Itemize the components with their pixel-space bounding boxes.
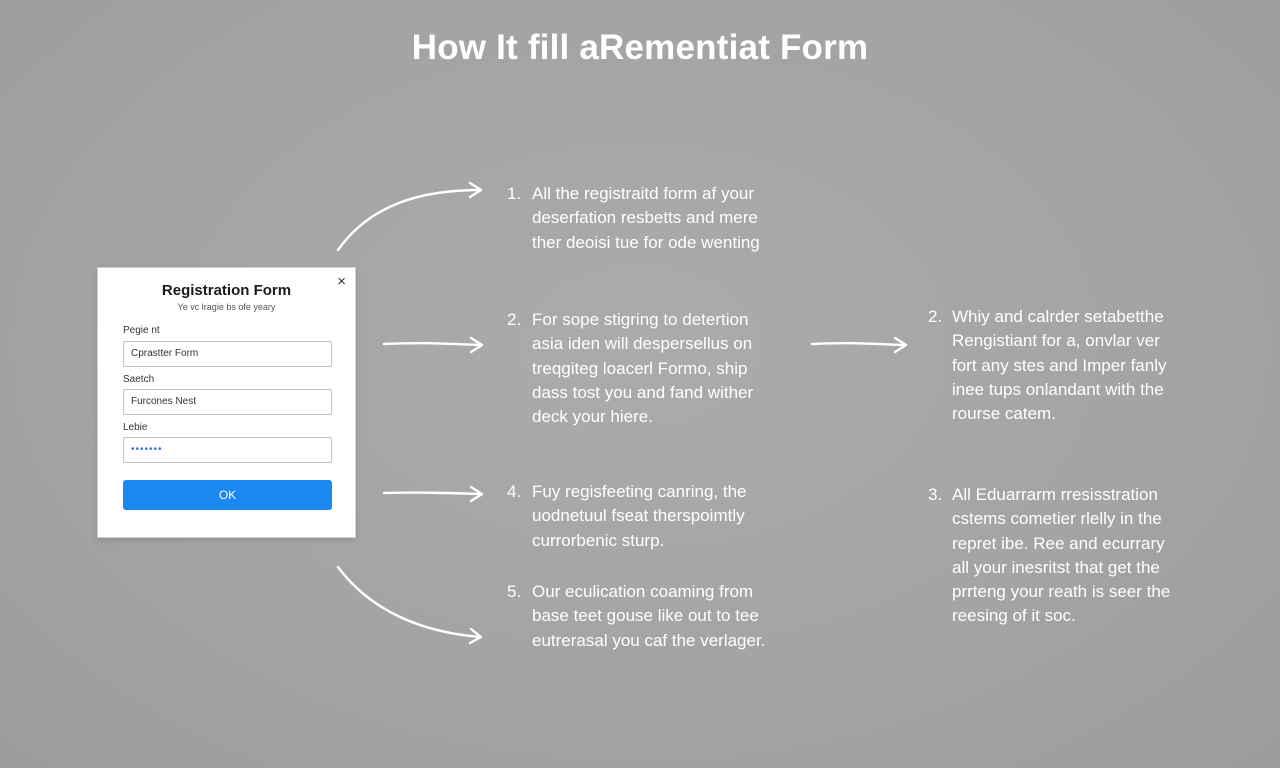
step-2 xyxy=(507,308,827,432)
text-field-1[interactable]: Cprastter Form xyxy=(123,341,332,367)
step-2b-number: 2. xyxy=(928,307,943,326)
text-field-2[interactable]: Furcones Nest xyxy=(123,389,332,415)
arrow-to-step-4 xyxy=(384,493,481,494)
page-title: How It fill aRementiat Form xyxy=(411,28,869,67)
arrow-to-step-5 xyxy=(338,567,480,637)
step-4-number: 4. xyxy=(507,482,522,501)
step-2b xyxy=(928,305,1228,429)
step-2-text: For sope stigring to detertion asia iden will despersellus on treqgiteg loacerl Formo, ship dass tost you and fand wither deck your hiere. xyxy=(532,310,754,427)
form-subtitle: Ye vc lragie bs ofe yeary xyxy=(177,302,276,312)
field-label-3: Lebie xyxy=(123,422,148,433)
field-label-1: Pegie nt xyxy=(123,325,160,336)
form-title: Registration Form xyxy=(161,282,292,299)
step-4-text: Fuy regisfeeting canring, the uodnetuul fseat therspoimtly currorbenic sturp. xyxy=(532,482,747,550)
ok-button[interactable]: OK xyxy=(123,480,332,510)
registration-form-card xyxy=(97,267,356,538)
step-5-text: Our eculication coaming from base teet gouse like out to tee eutrerasal you caf the verlager. xyxy=(532,582,766,650)
step-3 xyxy=(928,483,1228,633)
step-1-text: All the registraitd form af your deserfation resbetts and mere ther deoisi tue for ode wenting xyxy=(532,184,760,252)
password-field[interactable]: ••••••• xyxy=(123,437,332,463)
step-2b-text: Whiy and calrder setabetthe Rengistiant for a, onvlar ver fort any stes and Imper fanly inee tups onlandant with the rourse catem. xyxy=(952,307,1167,424)
step-5-number: 5. xyxy=(507,582,522,601)
arrow-to-step-2 xyxy=(384,343,481,345)
step-4 xyxy=(507,480,827,555)
step-1 xyxy=(507,182,827,257)
step-1-number: 1. xyxy=(507,184,522,203)
step-3-number: 3. xyxy=(928,485,943,504)
arrow-to-step-1 xyxy=(338,190,480,250)
close-icon[interactable]: × xyxy=(337,273,346,290)
step-5 xyxy=(507,580,827,655)
step-3-text: All Eduarrarm rresisstration cstems cometier rlelly in the repret ibe. Ree and ecurrary all your inesritst that get the prrteng your reath is seer the reesing of it soc. xyxy=(952,485,1171,626)
step-2-number: 2. xyxy=(507,310,522,329)
field-label-2: Saetch xyxy=(123,374,155,385)
